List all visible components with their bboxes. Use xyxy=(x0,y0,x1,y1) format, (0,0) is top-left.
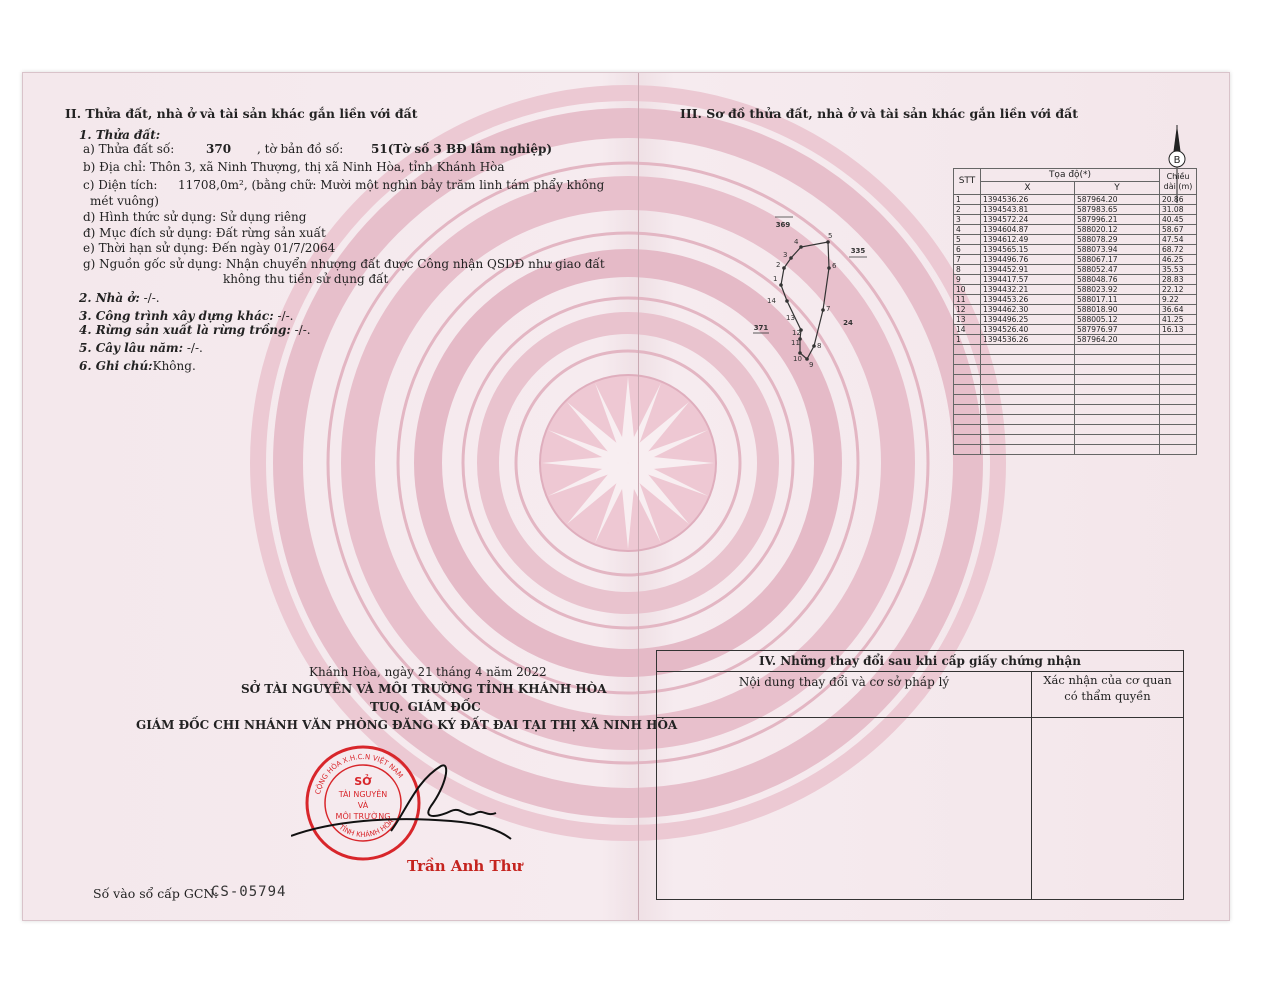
item-note: 6. Ghi chú:Không. xyxy=(79,359,196,373)
col-x: X xyxy=(981,182,1075,195)
table-row-empty xyxy=(954,395,1197,405)
map-sheet-value: 51(Tờ số 3 BĐ lâm nghiệp) xyxy=(371,142,553,156)
table-cell-len: 46.25 xyxy=(1160,255,1197,265)
item-house: 2. Nhà ở: -/-. xyxy=(79,291,160,305)
table-cell-y: 588073.94 xyxy=(1074,245,1159,255)
table-cell-x: 1394612.49 xyxy=(981,235,1075,245)
table-row-empty xyxy=(954,445,1197,455)
table-row xyxy=(954,205,1197,215)
table-cell-y: 587983.65 xyxy=(1074,205,1159,215)
svg-text:1: 1 xyxy=(773,275,778,283)
table-row xyxy=(954,325,1197,335)
svg-text:11: 11 xyxy=(791,339,800,347)
table-cell-y: 588052.47 xyxy=(1074,265,1159,275)
table-cell-stt: 2 xyxy=(954,205,981,215)
table-row xyxy=(954,275,1197,285)
gcn-label: Số vào sổ cấp GCN: xyxy=(93,886,219,901)
svg-text:3: 3 xyxy=(783,251,788,259)
table-cell-x: 1394432.21 xyxy=(981,285,1075,295)
col-y: Y xyxy=(1074,182,1159,195)
usage-origin-cont: không thu tiền sử dụng đất xyxy=(223,272,389,286)
svg-text:7: 7 xyxy=(826,305,831,313)
item-other-construction: 3. Công trình xây dựng khác: -/-. xyxy=(79,309,294,323)
table-cell-stt: 1 xyxy=(954,335,981,345)
table-row-empty xyxy=(954,415,1197,425)
table-row xyxy=(954,315,1197,325)
area-value: 11708,0m², (bằng chữ: Mười một nghìn bảy trăm linh tám phẩy không xyxy=(178,178,605,192)
svg-text:12: 12 xyxy=(792,329,801,337)
usage-form: d) Hình thức sử dụng: Sử dụng riêng xyxy=(83,210,307,224)
table-row-empty xyxy=(954,425,1197,435)
table-cell-stt: 5 xyxy=(954,235,981,245)
signer-name: Trần Anh Thư xyxy=(407,857,523,875)
table-cell-y: 588005.12 xyxy=(1074,315,1159,325)
table-cell-len: 40.45 xyxy=(1160,215,1197,225)
table-cell-y: 587964.20 xyxy=(1074,335,1159,345)
table-cell-stt: 9 xyxy=(954,275,981,285)
parcel-number-value: 370 xyxy=(206,142,232,156)
table-cell-x: 1394496.76 xyxy=(981,255,1075,265)
col-coord: Tọa độ(*) xyxy=(981,169,1160,182)
table-cell-y: 588018.90 xyxy=(1074,305,1159,315)
svg-text:B: B xyxy=(1173,155,1181,166)
table-cell-stt: 12 xyxy=(954,305,981,315)
item-planted-forest: 4. Rừng sản xuất là rừng trồng: -/-. xyxy=(79,323,311,337)
table-cell-len: 22.12 xyxy=(1160,285,1197,295)
table-cell-stt: 8 xyxy=(954,265,981,275)
table-cell-stt: 6 xyxy=(954,245,981,255)
table-row xyxy=(954,295,1197,305)
area-value-cont: mét vuông) xyxy=(90,194,159,208)
svg-text:2: 2 xyxy=(776,261,781,269)
section-iii-title: III. Sơ đồ thửa đất, nhà ở và tài sản khác gắn liền với đất xyxy=(680,106,1078,121)
svg-text:SỞ: SỞ xyxy=(354,775,372,788)
table-cell-x: 1394604.87 xyxy=(981,225,1075,235)
address-line: b) Địa chỉ: Thôn 3, xã Ninh Thượng, thị xã Ninh Hòa, tỉnh Khánh Hòa xyxy=(83,160,505,174)
table-row xyxy=(954,335,1197,345)
table-row-empty xyxy=(954,435,1197,445)
table-cell-stt: 10 xyxy=(954,285,981,295)
tuq-line: TUQ. GIÁM ĐỐC xyxy=(370,700,481,714)
table-row xyxy=(954,265,1197,275)
item-perennial: 5. Cây lâu năm: -/-. xyxy=(79,341,203,355)
svg-text:5: 5 xyxy=(828,232,833,240)
issue-date-line: Khánh Hòa, ngày 21 tháng 4 năm 2022 xyxy=(309,665,547,679)
table-cell-x: 1394536.26 xyxy=(981,195,1075,205)
svg-text:8: 8 xyxy=(817,342,822,350)
table-cell-y: 587996.21 xyxy=(1074,215,1159,225)
table-cell-len: 31.08 xyxy=(1160,205,1197,215)
table-cell-x: 1394417.57 xyxy=(981,275,1075,285)
table-cell-x: 1394536.26 xyxy=(981,335,1075,345)
changes-title: IV. Những thay đổi sau khi cấp giấy chứng nhận xyxy=(657,651,1183,672)
table-row xyxy=(954,255,1197,265)
table-cell-x: 1394452.91 xyxy=(981,265,1075,275)
svg-text:6: 6 xyxy=(832,262,837,270)
table-row xyxy=(954,285,1197,295)
table-cell-len: 35.53 xyxy=(1160,265,1197,275)
table-row xyxy=(954,235,1197,245)
svg-text:9: 9 xyxy=(809,361,814,369)
svg-text:TỈNH KHÁNH HÒA: TỈNH KHÁNH HÒA xyxy=(337,817,396,839)
table-cell-x: 1394496.25 xyxy=(981,315,1075,325)
changes-table xyxy=(656,650,1184,900)
table-cell-len: 36.64 xyxy=(1160,305,1197,315)
table-cell-x: 1394565.15 xyxy=(981,245,1075,255)
svg-text:371: 371 xyxy=(753,324,769,332)
signature xyxy=(291,761,531,861)
table-row xyxy=(954,215,1197,225)
table-cell-len: 41.25 xyxy=(1160,315,1197,325)
section-ii-title: II. Thửa đất, nhà ở và tài sản khác gắn liền với đất xyxy=(65,106,418,121)
table-cell-stt: 13 xyxy=(954,315,981,325)
table-cell-stt: 4 xyxy=(954,225,981,235)
certificate-document xyxy=(22,72,1230,921)
authority-name: SỞ TÀI NGUYÊN VÀ MÔI TRƯỜNG TỈNH KHÁNH HÒA xyxy=(241,682,607,696)
area-label: c) Diện tích: xyxy=(83,178,158,192)
table-row xyxy=(954,305,1197,315)
svg-text:MÔI TRƯỜNG: MÔI TRƯỜNG xyxy=(335,812,391,821)
table-cell-y: 588078.29 xyxy=(1074,235,1159,245)
table-cell-y: 587976.97 xyxy=(1074,325,1159,335)
page-fold xyxy=(638,73,639,920)
svg-text:369: 369 xyxy=(775,221,791,229)
table-cell-x: 1394462.30 xyxy=(981,305,1075,315)
svg-text:24: 24 xyxy=(843,319,853,327)
usage-origin: g) Nguồn gốc sử dụng: Nhận chuyển nhượng đất được Công nhận QSDĐ như giao đất xyxy=(83,257,605,271)
map-sheet-label: , tờ bản đồ số: xyxy=(257,142,344,156)
table-row-empty xyxy=(954,355,1197,365)
table-cell-len: 28.83 xyxy=(1160,275,1197,285)
svg-text:14: 14 xyxy=(767,297,776,305)
coordinate-table xyxy=(953,168,1197,455)
table-cell-x: 1394453.26 xyxy=(981,295,1075,305)
usage-term: e) Thời hạn sử dụng: Đến ngày 01/7/2064 xyxy=(83,241,336,255)
col-stt: STT xyxy=(954,169,981,195)
table-cell-stt: 1 xyxy=(954,195,981,205)
svg-text:10: 10 xyxy=(793,355,802,363)
parcel-number-label: a) Thửa đất số: xyxy=(83,142,175,156)
svg-text:VÀ: VÀ xyxy=(357,801,369,810)
svg-text:4: 4 xyxy=(794,238,799,246)
changes-col-content: Nội dung thay đổi và cơ sở pháp lý xyxy=(657,672,1032,718)
table-cell-y: 588020.12 xyxy=(1074,225,1159,235)
table-row-empty xyxy=(954,345,1197,355)
table-cell-len: 9.22 xyxy=(1160,295,1197,305)
table-row-empty xyxy=(954,385,1197,395)
changes-col-confirm: Xác nhận của cơ quan có thẩm quyền xyxy=(1032,672,1183,718)
table-cell-y: 588048.76 xyxy=(1074,275,1159,285)
table-row xyxy=(954,225,1197,235)
table-row-empty xyxy=(954,375,1197,385)
table-row xyxy=(954,245,1197,255)
table-cell-x: 1394572.24 xyxy=(981,215,1075,225)
table-cell-len: 68.72 xyxy=(1160,245,1197,255)
table-cell-y: 588017.11 xyxy=(1074,295,1159,305)
parcel-heading: 1. Thửa đất: xyxy=(79,128,161,142)
table-cell-stt: 3 xyxy=(954,215,981,225)
col-length: Chiều dài (m) xyxy=(1160,169,1197,195)
svg-text:335: 335 xyxy=(850,247,866,255)
table-cell-stt: 7 xyxy=(954,255,981,265)
table-row-empty xyxy=(954,365,1197,375)
table-row-empty xyxy=(954,405,1197,415)
table-cell-stt: 14 xyxy=(954,325,981,335)
table-cell-x: 1394526.40 xyxy=(981,325,1075,335)
table-cell-len: 47.54 xyxy=(1160,235,1197,245)
table-cell-x: 1394543.81 xyxy=(981,205,1075,215)
parcel-sketch xyxy=(731,213,871,383)
table-cell-len: 58.67 xyxy=(1160,225,1197,235)
table-row xyxy=(954,195,1197,205)
table-cell-y: 588023.92 xyxy=(1074,285,1159,295)
table-cell-y: 587964.20 xyxy=(1074,195,1159,205)
table-cell-len: 16.13 xyxy=(1160,325,1197,335)
table-cell-len: 20.86 xyxy=(1160,195,1197,205)
table-cell-y: 588067.17 xyxy=(1074,255,1159,265)
usage-purpose: đ) Mục đích sử dụng: Đất rừng sản xuất xyxy=(83,226,326,240)
svg-text:13: 13 xyxy=(786,314,795,322)
changes-divider xyxy=(1031,717,1032,899)
svg-text:CỘNG HÒA X.H.C.N VIỆT NAM: CỘNG HÒA X.H.C.N VIỆT NAM xyxy=(313,752,405,796)
table-cell-stt: 11 xyxy=(954,295,981,305)
table-cell-len xyxy=(1160,335,1197,345)
gcn-value: CS-05794 xyxy=(211,884,287,900)
branch-director: GIÁM ĐỐC CHI NHÁNH VĂN PHÒNG ĐĂNG KÝ ĐẤT ĐAI TẠI THỊ XÃ NINH HÒA xyxy=(136,718,678,732)
svg-text:TÀI NGUYÊN: TÀI NGUYÊN xyxy=(338,790,388,799)
